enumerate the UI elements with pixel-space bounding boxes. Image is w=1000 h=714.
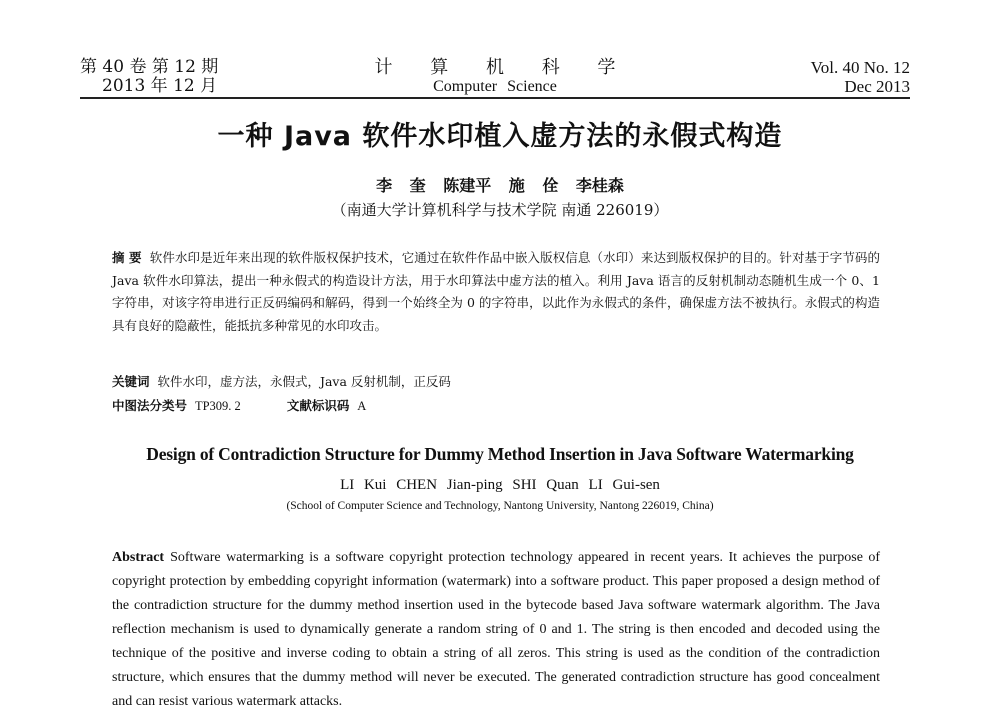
volume-cn: 第 40 卷 第 12 期	[80, 57, 219, 77]
header-rule	[80, 97, 910, 99]
keywords-cn	[112, 372, 880, 392]
clc-label: 中图法分类号	[112, 398, 188, 413]
affiliation-en: (School of Computer Science and Technology, Nantong University, Nantong 226019, China)	[286, 500, 714, 512]
date-cn: 2013 年 12 月	[102, 76, 218, 96]
doc-code-value: A	[357, 399, 367, 413]
abstract-cn-label: 摘 要	[112, 250, 142, 265]
date-en: Dec 2013	[844, 77, 910, 96]
authors-en: LI Kui CHEN Jian-ping SHI Quan LI Gui-sen	[340, 477, 660, 493]
doc-code-label: 文献标识码	[286, 398, 350, 413]
clc-value: TP309. 2	[194, 399, 241, 413]
keywords-cn-text: 软件水印，虚方法，永假式，Java 反射机制，正反码	[157, 374, 451, 389]
paper-title-en: Design of Contradiction Structure for Dummy Method Insertion in Java Software Watermarking	[146, 444, 854, 464]
abstract-en-text: Software watermarking is a software copyright protection technology appeared in recent years. It achieves the purpose of copyright protection by embedding copyright information (watermark) into a software product. This paper proposed a design method of the contradiction structure for the dummy method insertion used in the bytecode based Java software watermark algorithm. The Java reflection mechanism is used to dynamically generate a random string of 0 and 1. The string is then encoded and decoded using the technique of the positive and inverse coding to obtain a string of all zeros. This string is used as the condition of the contradiction structure, which ensures that the dummy method will never be executed. The generated contradiction structure has good concealment and can resist various watermark attacks.	[112, 550, 880, 709]
journal-name-en: Computer Science	[433, 78, 557, 95]
abstract-en-label: Abstract	[112, 550, 165, 565]
abstract-en	[112, 546, 880, 714]
journal-header	[80, 58, 910, 98]
abstract-cn-text: 软件水印是近年来出现的软件版权保护技术，它通过在软件作品中嵌入版权信息（水印）来达到版权保护的目的。针对基于字节码的 Java 软件水印算法，提出一种永假式的构造设计方法，用于水印算法中虚方法的植入。利用 Java 语言的反射机制动态随机生成一个 0、1 字符串，对该字符串进行正反码编码和解码，得到一个始终全为 0 的字符串，以此作为永假式的条件，确保虚方法不被执行。永假式的构造具有良好的隐蔽性，能抵抗多种常见的水印攻击。	[112, 250, 880, 333]
volume-en: Vol. 40 No. 12	[810, 58, 910, 77]
header-right	[811, 58, 910, 96]
abstract-cn	[112, 247, 880, 337]
journal-name-cn: 计 算 机 科 学	[374, 57, 632, 78]
paper-title-cn: 一种 Java 软件水印植入虚方法的永假式构造	[217, 121, 783, 152]
header-center	[80, 58, 910, 96]
keywords-cn-label: 关键词	[112, 374, 150, 389]
authors-cn: 李 奎 陈建平 施 佺 李桂森	[376, 176, 624, 195]
affiliation-cn: （南通大学计算机科学与技术学院 南通 226019）	[331, 201, 669, 219]
classification-line	[112, 396, 880, 416]
